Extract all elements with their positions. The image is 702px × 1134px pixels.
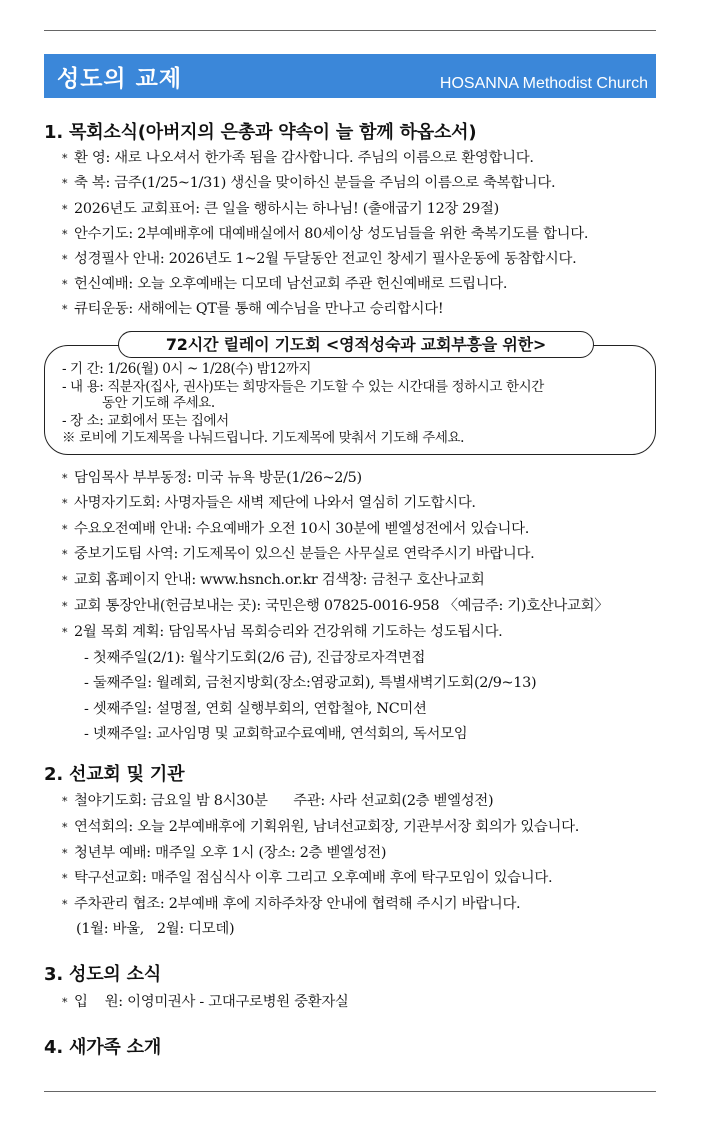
top-rule (44, 30, 656, 31)
list-item: * 2월 목회 계획: 담임목사님 목회승리와 건강위해 기도하는 성도됩시다. (62, 624, 503, 640)
list-item: * 교회 통장안내(헌금보내는 곳): 국민은행 07825-0016-958 〈예금주: 기)호산나교회〉 (62, 598, 609, 614)
parking-schedule: (1월: 바울, 2월: 디모데) (76, 921, 235, 937)
banner-title: 성도의 교제 (57, 66, 183, 92)
list-item: * 사명자기도회: 사명자들은 새벽 제단에 나와서 열심히 기도합시다. (62, 495, 476, 511)
bullet-icon: * (62, 523, 68, 536)
prayer-content: - 내 용: 직분자(집사, 권사)또는 희망자들은 기도할 수 있는 시간대를 정하시고 한시간 (62, 379, 544, 395)
list-item: * 큐티운동: 새해에는 QT를 통해 예수님을 만나고 승리합시다! (62, 301, 444, 317)
list-item: * 축 복: 금주(1/25~1/31) 생신을 맞이하신 분들을 주님의 이름으로 축복합니다. (62, 175, 556, 191)
bullet-icon: * (62, 228, 68, 241)
list-item: * 헌신예배: 오늘 오후예배는 디모데 남선교회 주관 헌신예배로 드립니다. (62, 276, 508, 292)
bullet-icon: * (62, 600, 68, 613)
section1-heading: 1. 목회소식(아버지의 은총과 약속이 늘 함께 하옵소서) (44, 122, 477, 143)
bullet-icon: * (62, 253, 68, 266)
section2-heading: 2. 선교회 및 기관 (44, 764, 185, 785)
bullet-icon: * (62, 203, 68, 216)
section4-heading: 4. 새가족 소개 (44, 1037, 162, 1058)
bullet-icon: * (62, 898, 68, 911)
prayer-place: - 장 소: 교회에서 또는 집에서 (62, 413, 229, 429)
bullet-icon: * (62, 847, 68, 860)
bullet-icon: * (62, 872, 68, 885)
prayer-period: - 기 간: 1/26(월) 0시 ~ 1/28(수) 밤12까지 (62, 361, 312, 377)
prayer-note: ※ 로비에 기도제목을 나눠드립니다. 기도제목에 맞춰서 기도해 주세요. (62, 430, 465, 446)
feb-plan-week4: - 넷째주일: 교사임명 및 교회학교수료예배, 연석회의, 독서모임 (84, 726, 468, 742)
bullet-icon: * (62, 574, 68, 587)
bullet-icon: * (62, 821, 68, 834)
section-banner (44, 54, 656, 98)
list-item: * 중보기도팀 사역: 기도제목이 있으신 분들은 사무실로 연락주시기 바랍니다. (62, 546, 535, 562)
list-item: * 환 영: 새로 나오셔서 한가족 됨을 감사합니다. 주님의 이름으로 환영합니다. (62, 150, 534, 166)
list-item: * 담임목사 부부동정: 미국 뉴욕 방문(1/26~2/5) (62, 470, 362, 486)
list-item: * 2026년도 교회표어: 큰 일을 행하시는 하나님! (출애굽기 12장 29절) (62, 201, 499, 217)
bullet-icon: * (62, 303, 68, 316)
bullet-icon: * (62, 278, 68, 291)
list-item: * 탁구선교회: 매주일 점심식사 이후 그리고 오후예배 후에 탁구모임이 있습니다. (62, 870, 553, 886)
bullet-icon: * (62, 795, 68, 808)
list-item: * 안수기도: 2부예배후에 대예배실에서 80세이상 성도님들을 위한 축복기도를 합니다. (62, 226, 589, 242)
prayer-content-cont: 동안 기도해 주세요. (102, 395, 215, 411)
list-item: * 청년부 예배: 매주일 오후 1시 (장소: 2층 벧엘성전) (62, 845, 387, 861)
bullet-icon: * (62, 177, 68, 190)
bullet-icon: * (62, 626, 68, 639)
list-item: * 철야기도회: 금요일 밤 8시30분 주관: 사라 선교회(2층 벧엘성전) (62, 793, 494, 809)
list-item: * 성경필사 안내: 2026년도 1~2월 두달동안 전교인 창세기 필사운동에 동참합시다. (62, 251, 577, 267)
prayer-box-title: 72시간 릴레이 기도회 <영적성숙과 교회부흥을 위한> (118, 331, 594, 358)
section3-heading: 3. 성도의 소식 (44, 964, 162, 985)
list-item: * 수요오전예배 안내: 수요예배가 오전 10시 30분에 벧엘성전에서 있습니다. (62, 521, 530, 537)
bullet-icon: * (62, 497, 68, 510)
list-item: * 주차관리 협조: 2부예배 후에 지하주차장 안내에 협력해 주시기 바랍니다. (62, 896, 521, 912)
list-item: * 교회 홈페이지 안내: www.hsnch.or.kr 검색창: 금천구 호산나교회 (62, 572, 485, 588)
list-item: * 연석회의: 오늘 2부예배후에 기획위원, 남녀선교회장, 기관부서장 회의가 있습니다. (62, 819, 579, 835)
bullet-icon: * (62, 996, 68, 1009)
feb-plan-week2: - 둘째주일: 월례회, 금천지방회(장소:염광교회), 특별새벽기도회(2/9~13) (84, 675, 537, 691)
bottom-rule (44, 1091, 656, 1092)
feb-plan-week3: - 셋째주일: 설명절, 연회 실행부회의, 연합철야, NC미션 (84, 701, 427, 717)
bullet-icon: * (62, 548, 68, 561)
bullet-icon: * (62, 152, 68, 165)
bullet-icon: * (62, 472, 68, 485)
list-item: * 입 원: 이영미권사 - 고대구로병원 중환자실 (62, 994, 349, 1010)
feb-plan-week1: - 첫째주일(2/1): 월삭기도회(2/6 금), 진급장로자격면접 (84, 650, 426, 666)
church-name: HOSANNA Methodist Church (439, 75, 648, 92)
